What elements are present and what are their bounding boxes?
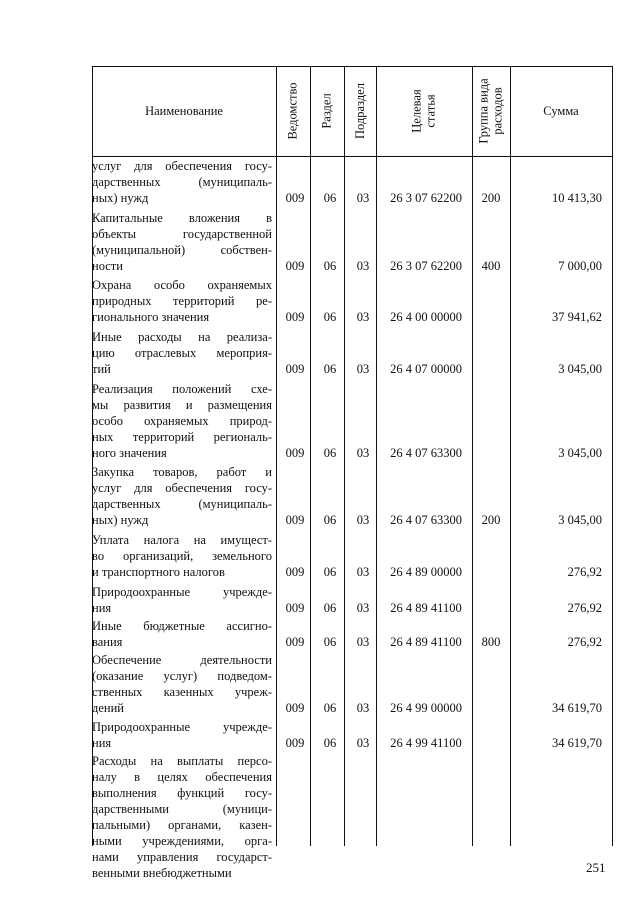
row-name-line: объекты государственной: [92, 227, 272, 241]
row-name: [92, 381, 272, 461]
row-name: [92, 464, 272, 528]
row-celevaya: 26 4 89 41100: [390, 601, 462, 615]
row-summa: 34 619,70: [552, 701, 602, 715]
row-celevaya: 26 4 89 41100: [390, 635, 462, 649]
row-vedomstvo: 009: [285, 259, 305, 273]
table-row: [92, 158, 612, 206]
table-row: [92, 464, 612, 528]
row-summa: 7 000,00: [558, 259, 602, 273]
header-gruppa-label: [477, 78, 505, 143]
row-name-line: Охрана особо охраняемых: [92, 278, 272, 292]
row-name-line: цию отраслевых мероприя-: [92, 346, 272, 360]
row-vedomstvo: 009: [285, 565, 305, 579]
row-name: [92, 719, 272, 751]
row-name-line: ных) нужд: [92, 191, 149, 205]
table-row: [92, 652, 612, 716]
row-gruppa: 800: [481, 635, 501, 649]
header-gruppa-line2: расходов: [491, 87, 506, 135]
row-name: [92, 618, 272, 650]
row-podrazdel: 03: [356, 362, 370, 376]
row-vedomstvo: 009: [285, 701, 305, 715]
row-name-line: Капитальные вложения в: [92, 211, 272, 225]
row-razdel: 06: [323, 310, 337, 324]
row-podrazdel: 03: [356, 191, 370, 205]
table-row: [92, 277, 612, 325]
row-name-line: (муниципальной) собствен-: [92, 243, 272, 257]
header-celevaya-line1: Целевая: [410, 89, 424, 133]
row-podrazdel: 03: [356, 635, 370, 649]
row-podrazdel: 03: [356, 736, 370, 750]
row-celevaya: 26 4 07 63300: [390, 446, 462, 460]
row-vedomstvo: 009: [285, 446, 305, 460]
table-row: [92, 618, 612, 650]
row-vedomstvo: 009: [285, 362, 305, 376]
table-row: [92, 719, 612, 751]
header-razdel-label: Раздел: [320, 93, 335, 129]
row-razdel: 06: [323, 446, 337, 460]
row-name-line: выполнения функций госу-: [92, 786, 272, 800]
table-row: [92, 584, 612, 616]
row-vedomstvo: 009: [285, 736, 305, 750]
row-razdel: 06: [323, 635, 337, 649]
row-razdel: 06: [323, 513, 337, 527]
row-podrazdel: 03: [356, 601, 370, 615]
row-razdel: 06: [323, 191, 337, 205]
row-name: [92, 329, 272, 377]
row-name-line: дарственными (муници-: [92, 802, 272, 816]
header-bottom-border: [92, 156, 612, 157]
table-row: [92, 210, 612, 274]
row-summa: 276,92: [567, 635, 602, 649]
row-celevaya: 26 4 07 00000: [390, 362, 462, 376]
row-razdel: 06: [323, 259, 337, 273]
row-name: [92, 652, 272, 716]
row-celevaya: 26 4 00 00000: [390, 310, 462, 324]
header-name: [92, 66, 276, 156]
row-name-line: дарственных (муниципаль-: [92, 497, 272, 511]
header-razdel: [310, 66, 344, 156]
row-gruppa: 200: [481, 513, 501, 527]
row-summa: 276,92: [567, 601, 602, 615]
header-summa: [510, 66, 612, 156]
row-gruppa: 400: [481, 259, 501, 273]
row-name-line: пальными) органами, казен-: [92, 818, 272, 832]
header-vedomstvo: [276, 66, 310, 156]
row-name: [92, 210, 272, 274]
row-name-line: Природоохранные учрежде-: [92, 585, 272, 599]
row-name-line: ными учреждениями, орга-: [92, 834, 272, 848]
row-razdel: 06: [323, 736, 337, 750]
row-name-line: ных территорий региональ-: [92, 430, 272, 444]
row-razdel: 06: [323, 701, 337, 715]
row-podrazdel: 03: [356, 310, 370, 324]
row-name-line: (оказание услуг) подведом-: [92, 669, 272, 683]
row-name-line: нами управления государст-: [92, 850, 272, 864]
row-name-line: Природоохранные учрежде-: [92, 720, 272, 734]
table-right-border: [612, 66, 613, 846]
row-celevaya: 26 3 07 62200: [390, 259, 462, 273]
row-summa: 10 413,30: [552, 191, 602, 205]
row-name-line: услуг для обеспечения госу-: [92, 481, 272, 495]
row-name-line: дарственных (муниципаль-: [92, 175, 272, 189]
row-name: [92, 277, 272, 325]
row-name-line: ния: [92, 601, 112, 615]
row-summa: 37 941,62: [552, 310, 602, 324]
header-gruppa: [472, 66, 510, 156]
header-celevaya-label: [410, 89, 438, 132]
table-row: [92, 381, 612, 461]
header-podrazdel: [344, 66, 376, 156]
header-podrazdel-label: Подраздел: [353, 83, 367, 139]
row-name-line: Иные расходы на реализа-: [92, 330, 272, 344]
row-celevaya: 26 4 07 63300: [390, 513, 462, 527]
row-summa: 3 045,00: [558, 362, 602, 376]
row-name: [92, 584, 272, 616]
row-name-line: и транспортного налогов: [92, 565, 225, 579]
row-name-line: ности: [92, 259, 123, 273]
row-name-line: Реализация положений схе-: [92, 382, 272, 396]
table-row: [92, 753, 612, 881]
row-celevaya: 26 4 99 00000: [390, 701, 462, 715]
row-name-line: мы развития и размещения: [92, 398, 272, 412]
row-name-line: Закупка товаров, работ и: [92, 465, 272, 479]
row-name-line: ственных казенных учреж-: [92, 685, 272, 699]
row-podrazdel: 03: [356, 565, 370, 579]
row-vedomstvo: 009: [285, 513, 305, 527]
header-vedomstvo-label: Ведомство: [286, 82, 300, 140]
row-name-line: венными внебюджетными: [92, 866, 232, 880]
row-celevaya: 26 4 99 41100: [390, 736, 462, 750]
row-name-line: ния: [92, 736, 112, 750]
row-celevaya: 26 4 89 00000: [390, 565, 462, 579]
row-podrazdel: 03: [356, 446, 370, 460]
row-name-line: тий: [92, 362, 111, 376]
row-vedomstvo: 009: [285, 635, 305, 649]
row-name-line: Уплата налога на имущест-: [92, 533, 272, 547]
page-number: 251: [586, 860, 606, 875]
row-name-line: ного значения: [92, 446, 167, 460]
row-razdel: 06: [323, 362, 337, 376]
row-podrazdel: 03: [356, 701, 370, 715]
row-summa: 3 045,00: [558, 513, 602, 527]
row-celevaya: 26 3 07 62200: [390, 191, 462, 205]
row-name-line: налу в целях обеспечения: [92, 770, 272, 784]
row-name-line: вания: [92, 635, 123, 649]
row-name-line: услуг для обеспечения госу-: [92, 159, 272, 173]
row-name-line: Расходы на выплаты персо-: [92, 754, 272, 768]
header-celevaya: [376, 66, 472, 156]
row-gruppa: 200: [481, 191, 501, 205]
table-row: [92, 329, 612, 377]
table-row: [92, 532, 612, 580]
row-vedomstvo: 009: [285, 601, 305, 615]
header-summa-label: Сумма: [543, 104, 579, 118]
row-vedomstvo: 009: [285, 191, 305, 205]
row-razdel: 06: [323, 601, 337, 615]
header-name-label: Наименование: [145, 104, 223, 118]
row-summa: 276,92: [567, 565, 602, 579]
row-name-line: ных) нужд: [92, 513, 149, 527]
row-name-line: особо охраняемых природ-: [92, 414, 272, 428]
row-podrazdel: 03: [356, 513, 370, 527]
row-razdel: 06: [323, 565, 337, 579]
row-vedomstvo: 009: [285, 310, 305, 324]
row-name-line: во организаций, земельного: [92, 549, 272, 563]
row-name: [92, 753, 272, 881]
row-name-line: гионального значения: [92, 310, 210, 324]
row-name-line: Обеспечение деятельности: [92, 653, 272, 667]
row-name: [92, 532, 272, 580]
header-gruppa-line1: Группа вида: [477, 78, 492, 144]
row-name-line: Иные бюджетные ассигно-: [92, 619, 272, 633]
row-summa: 3 045,00: [558, 446, 602, 460]
row-name: [92, 158, 272, 206]
row-name-line: природных территорий ре-: [92, 294, 272, 308]
row-summa: 34 619,70: [552, 736, 602, 750]
row-podrazdel: 03: [356, 259, 370, 273]
header-celevaya-line2: статья: [424, 94, 438, 128]
row-name-line: дений: [92, 701, 124, 715]
